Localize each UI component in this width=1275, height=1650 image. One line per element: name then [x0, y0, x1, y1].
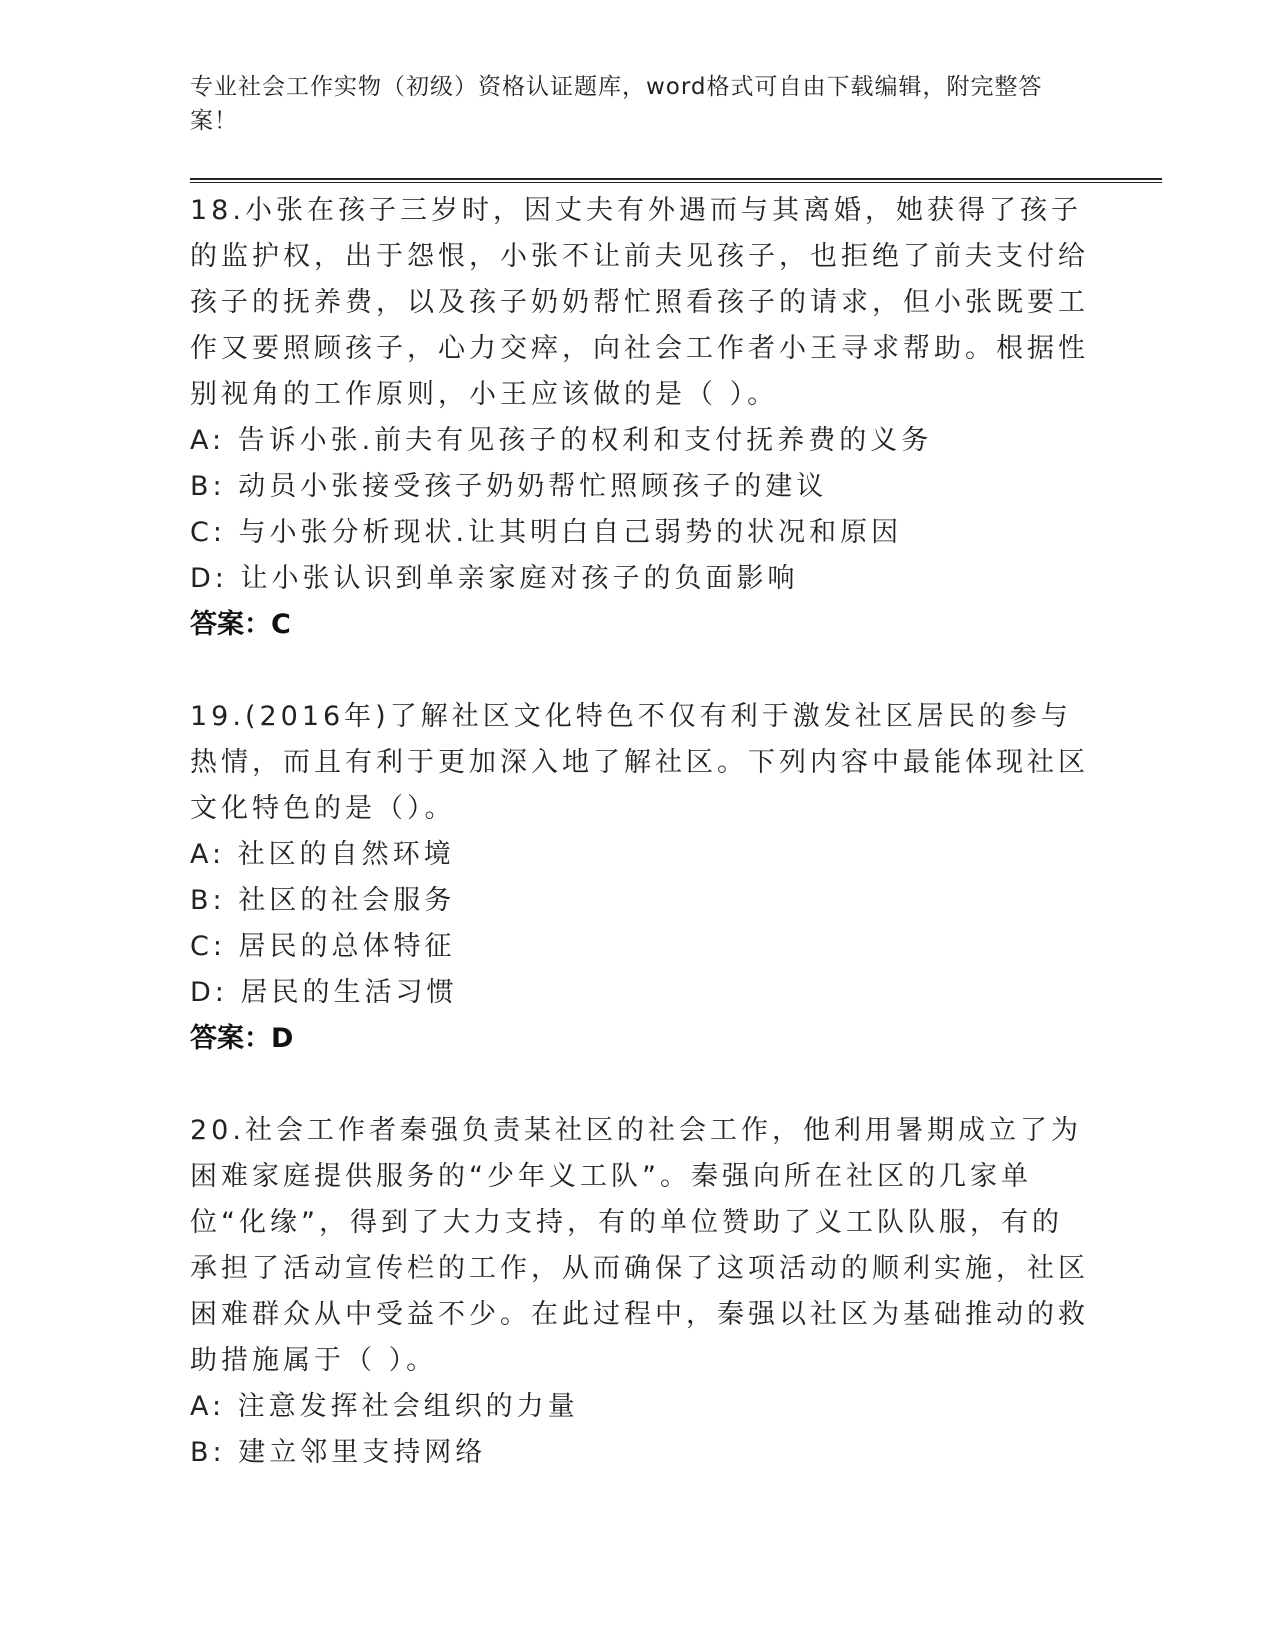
option-b: B: 动员小张接受孩子奶奶帮忙照顾孩子的建议	[190, 471, 828, 502]
answer-text: 答案：C	[190, 609, 291, 640]
option-list	[190, 832, 1090, 1016]
option-d: D: 让小张认识到单亲家庭对孩子的负面影响	[190, 563, 799, 594]
question-19	[190, 694, 1090, 1062]
header-divider	[190, 178, 1162, 183]
option-d: D: 居民的生活习惯	[190, 977, 458, 1008]
spacer	[190, 648, 1090, 694]
option-c: C: 居民的总体特征	[190, 931, 456, 962]
question-20	[190, 1108, 1090, 1476]
option-a: A: 社区的自然环境	[190, 839, 455, 870]
spacer	[190, 1062, 1090, 1108]
question-list	[190, 188, 1090, 1476]
question-stem: 18.小张在孩子三岁时，因丈夫有外遇而与其离婚，她获得了孩子的监护权，出于怨恨，小张不让前夫见孩子，也拒绝了前夫支付给孩子的抚养费，以及孩子奶奶帮忙照看孩子的请求，但小张既要工作又要照顾孩子，心力交瘁，向社会工作者小王寻求帮助。根据性别视角的工作原则，小王应该做的是（ ）。	[190, 195, 1089, 410]
question-stem: 20.社会工作者秦强负责某社区的社会工作，他利用暑期成立了为困难家庭提供服务的“少年义工队”。秦强向所在社区的几家单位“化缘”，得到了大力支持，有的单位赞助了义工队队服，有的承担了活动宣传栏的工作，从而确保了这项活动的顺利实施，社区困难群众从中受益不少。在此过程中，秦强以社区为基础推动的救助措施属于（ ）。	[190, 1115, 1089, 1376]
option-b: B: 建立邻里支持网络	[190, 1437, 487, 1468]
option-list	[190, 1384, 1090, 1476]
option-a: A: 注意发挥社会组织的力量	[190, 1391, 579, 1422]
question-18	[190, 188, 1090, 648]
option-c: C: 与小张分析现状.让其明白自己弱势的状况和原因	[190, 517, 903, 548]
option-a: A: 告诉小张.前夫有见孩子的权利和支付抚养费的义务	[190, 425, 933, 456]
answer-text: 答案：D	[190, 1023, 294, 1054]
option-b: B: 社区的社会服务	[190, 885, 456, 916]
option-list	[190, 418, 1090, 602]
page-header-text: 专业社会工作实物（初级）资格认证题库，word格式可自由下载编辑，附完整答案！	[190, 74, 1043, 134]
question-stem: 19.(2016年)了解社区文化特色不仅有利于激发社区居民的参与热情，而且有利于更加深入地了解社区。下列内容中最能体现社区文化特色的是（）。	[190, 701, 1089, 824]
